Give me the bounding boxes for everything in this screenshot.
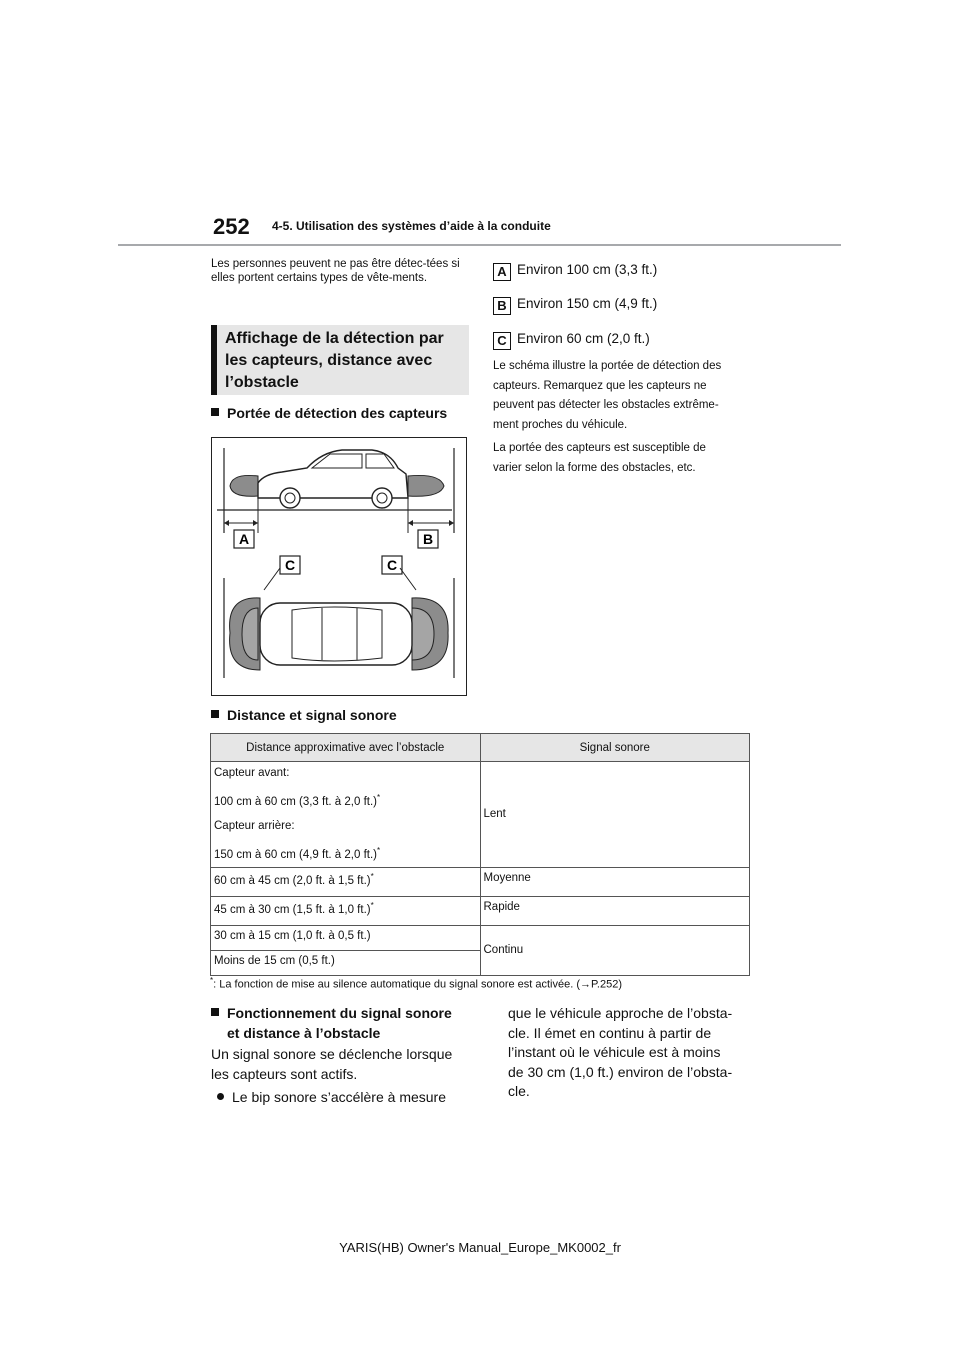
range-explanation: Le schéma illustre la portée de détection des capteurs. Remarquez que les capteurs ne peuvent pas détecter les obstacles extrême- ment proches du véhicule. [493, 360, 722, 431]
table-header-row [211, 734, 750, 762]
table-row [211, 867, 750, 896]
section-title: 4-5. Utilisation des systèmes d’aide à la conduite [272, 219, 551, 233]
table-cell: Capteur avant: 100 cm à 60 cm (3,3 ft. à 2,0 ft.)* Capteur arrière: 150 cm à 60 cm (4,9 ft. à 2,0 ft.)* [211, 762, 481, 868]
footer-manual-id: YARIS(HB) Owner's Manual_Europe_MK0002_fr [339, 1240, 621, 1255]
table-cell: Continu [480, 925, 750, 975]
footnote: *: La fonction de mise au silence automatique du signal sonore est activée. (→P.252) [210, 976, 622, 991]
heading-line-2: les capteurs, distance avec [225, 352, 433, 369]
table-cell: Moyenne [480, 867, 750, 896]
header-rule [118, 244, 841, 246]
legend-letter: B [493, 297, 511, 315]
legend-item-b: B Environ 150 cm (4,9 ft.) [493, 296, 657, 315]
operation-paragraph: Un signal sonore se déclenche lorsque les capteurs sont actifs. [211, 1046, 453, 1082]
label-a: A [238, 531, 250, 547]
legend-item-a: A Environ 100 cm (3,3 ft.) [493, 262, 657, 281]
table-row [211, 896, 750, 925]
legend-letter: C [493, 332, 511, 350]
square-bullet-icon [211, 1008, 219, 1016]
column-header: Distance approximative avec l’obstacle [211, 734, 481, 762]
label-b: B [422, 531, 434, 547]
sensor-range-diagram [211, 437, 467, 696]
section-heading [211, 325, 469, 395]
table-cell: 60 cm à 45 cm (2,0 ft. à 1,5 ft.)* [211, 867, 481, 896]
table-cell: Lent [480, 762, 750, 868]
range-variation: La portée des capteurs est susceptible de varier selon la forme des obstacles, etc. [493, 442, 706, 474]
table-row [211, 925, 750, 950]
intro-paragraph: Les personnes peuvent ne pas être détec-tées si elles portent certains types de vête-ments. [211, 258, 460, 284]
square-bullet-icon [211, 408, 219, 416]
table-cell: 45 cm à 30 cm (1,5 ft. à 1,0 ft.)* [211, 896, 481, 925]
bullet-continuation: que le véhicule approche de l’obsta- cle. Il émet en continu à partir de l’instant où le véhicule est à moins de 30 cm (1,0 ft.) environ de l’obsta- cle. [508, 1005, 733, 1099]
bullet-item: Le bip sonore s’accélère à mesure [211, 1088, 446, 1108]
square-bullet-icon [211, 710, 219, 718]
bullet-dot-icon [217, 1093, 224, 1100]
page-number: 252 [213, 214, 250, 239]
legend-item-c: C Environ 60 cm (2,0 ft.) [493, 331, 650, 350]
heading-line-1: Affichage de la détection par [225, 330, 444, 347]
table-cell: Moins de 15 cm (0,5 ft.) [211, 950, 481, 975]
distance-signal-table [210, 733, 750, 976]
column-header: Signal sonore [480, 734, 750, 762]
table-cell: 30 cm à 15 cm (1,0 ft. à 0,5 ft.) [211, 925, 481, 950]
heading-line-3: l’obstacle [225, 374, 299, 391]
label-c-right: C [386, 557, 398, 573]
table-row [211, 762, 750, 868]
subheading-operation: Fonctionnement du signal sonore et distance à l’obstacle [211, 1003, 452, 1043]
subheading-range: Portée de détection des capteurs [211, 405, 447, 421]
table-cell: Rapide [480, 896, 750, 925]
subheading-distance: Distance et signal sonore [211, 707, 397, 723]
diagram-svg [212, 438, 466, 695]
label-c-left: C [284, 557, 296, 573]
legend-letter: A [493, 263, 511, 281]
